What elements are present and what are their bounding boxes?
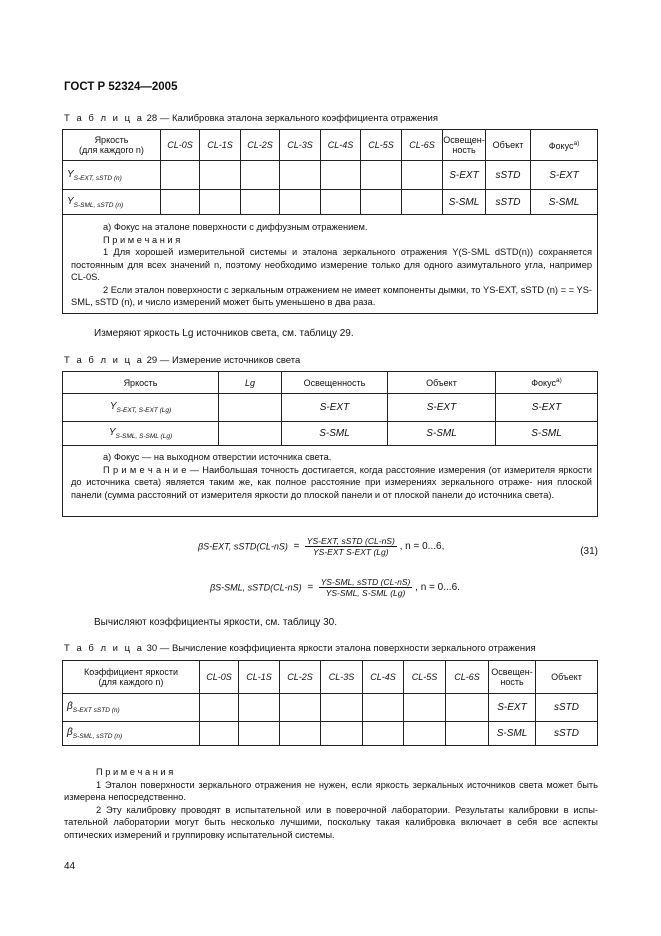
t29-cell: S-SML: [282, 422, 388, 446]
t30-row2-sub: S-SML, sSTD (n): [72, 732, 123, 740]
caption-text: 30 — Вычисление коэффициента яркости эталона поверхности зеркального отражения: [143, 643, 536, 654]
t28-head-focus: [531, 130, 598, 161]
t29-note-a: а) Фокус — на выходном отверстии источника света.: [103, 452, 332, 462]
t29-cell: S-EXT: [282, 394, 388, 422]
formula-31-fraction: [305, 536, 397, 557]
t28-head-illum-1: Освещен-: [443, 135, 485, 145]
caption-text: 28 — Калибровка эталона зеркального коэффициента отражения: [143, 113, 438, 124]
t28-focus-sup: а): [573, 139, 580, 147]
t28-head-object: Объект: [486, 130, 531, 161]
caption-text: 29 — Измерение источников света: [143, 355, 301, 366]
t28-row2-y: Y: [67, 195, 74, 207]
formula-31-number: (31): [580, 546, 598, 557]
bottom-notes: [64, 766, 598, 841]
t29-cell: S-EXT: [496, 394, 598, 422]
t28-note-1: 1 Для хорошей измерительной системы и эталона зеркального отражения Y(S-SML dSTD(n)) сохраняется постоянным для всех значений n, поэтому необходимо измерение только для одного азимутального угла, например CL-0S.: [71, 247, 592, 282]
t29-focus-sup: а): [556, 377, 562, 384]
t30-col: CL-1S: [239, 661, 280, 694]
t28-row2-sub: S-SML, sSTD (n): [73, 201, 124, 209]
t28-notes: [63, 215, 598, 314]
t30-row2-object: sSTD: [536, 722, 598, 746]
t30-row1-label: [63, 694, 200, 722]
t29-head: Освещенность: [282, 372, 388, 394]
formula-2-lhs: βS-SML, sSTD(CL-nS): [210, 582, 302, 593]
table-29-caption: [64, 355, 300, 366]
t28-note-title: П р и м е ч а н и я: [103, 234, 181, 245]
t29-row2-sub: S-SML, S-SML (Lg): [115, 432, 173, 440]
t28-head-illum-2: ность: [452, 145, 476, 155]
t30-row2-beta: β: [67, 727, 73, 739]
t29-row1-sub: S-EXT, S-EXT (Lg): [116, 406, 172, 414]
t28-row1-y: Y: [67, 168, 74, 180]
t30-col: CL-2S: [280, 661, 321, 694]
t30-head-illum-1: Освещен-: [491, 667, 533, 677]
table-28-caption: [64, 113, 438, 124]
t28-col: CL-5S: [361, 130, 402, 161]
t29-focus-text: Фокус: [531, 378, 556, 388]
caption-prefix: Т а б л и ц а: [64, 643, 144, 654]
table-29: [62, 371, 598, 517]
t30-head-2: (для каждого n): [98, 677, 164, 687]
t29-head-focus: [496, 372, 598, 394]
t28-col: CL-3S: [280, 130, 321, 161]
t28-col: CL-4S: [321, 130, 361, 161]
bottom-note-1: 1 Эталон поверхности зеркального отражения не нужен, если яркость зеркальных источников света может быть измерена непосредственно.: [64, 779, 598, 802]
t29-note-1: П р и м е ч а н и е — Наибольшая точность достигается, когда расстояние измерения (от измерителя яркости до источника света) является таким же, как полное расстояние при измерениях зеркального отраже- ния плоской панели (сумма расстояний от измерителя яркости до плоской панели и от плоской панели до источника света).: [71, 464, 592, 500]
t28-head-brightness-2: (для каждого n): [79, 145, 144, 155]
bottom-note-2: 2 Эту калибровку проводят в испытательной или в поверочной лаборатории. Результаты калибровки в испы- тательной лаборатории могут быть несколько лучшими, поскольку такая калибровка включает в себя все аспекты оптических измерений и группировку испытательной системы.: [64, 804, 598, 840]
formula-2-denominator: YS-SML, S-SML (Lg): [325, 588, 406, 598]
t30-row1-beta: β: [67, 701, 73, 713]
t29-row2-y: Y: [108, 427, 116, 439]
t28-note-a: а) Фокус на эталоне поверхности с диффузным отражением.: [103, 222, 368, 232]
t29-head: Lg: [219, 372, 282, 394]
t28-focus-text: Фокус: [548, 140, 574, 151]
formula-31-denominator: YS-EXT S-EXT (Lg): [313, 547, 389, 557]
t30-head-1: Коэффициент яркости: [83, 667, 179, 677]
t30-row2-illum: S-SML: [489, 722, 536, 746]
page-number: 44: [64, 861, 76, 872]
caption-prefix: Т а б л и ц а: [64, 355, 144, 366]
formula-2-tail: , n = 0...6.: [415, 582, 460, 593]
t28-row1-focus: S-EXT: [531, 161, 598, 190]
t28-head-brightness: [63, 130, 161, 161]
t29-cell: S-EXT: [388, 394, 496, 422]
t28-note-2: 2 Если эталон поверхности с зеркальным отражением не имеет компоненты дымки, то YS-EXT, sSTD (n) = = YS-SML, sSTD (n), и число измерений может быть уменьшено в два раза.: [71, 284, 592, 307]
t29-row1-label: [63, 394, 219, 422]
t30-col: CL-3S: [321, 661, 363, 694]
t30-head-illum-2: ность: [500, 677, 524, 687]
t28-head-illum: [443, 130, 486, 161]
t30-col: CL-5S: [404, 661, 446, 694]
formula-2-numerator: YS-SML, sSTD (CL-nS): [320, 577, 411, 587]
formula-31: βS-EXT, sSTD(CL-nS) = $\frac{\text{YS-EXT, sSTD (CL-nS)}}{\text{YS-EXT S-EXT (Lg)}}$ , n = 0...6, (31): [198, 536, 598, 557]
t30-head: [63, 661, 200, 694]
table-28: [62, 129, 598, 314]
formula-2: βS-SML, sSTD(CL-nS) = $\frac{\text{YS-SML, sSTD (CL-nS)}}{\text{YS-SML, S-SML (Lg)}}$ , n = 0...6.: [210, 577, 460, 598]
t28-row1-sub: S-EXT, sSTD (n): [73, 174, 122, 182]
t30-col: CL-4S: [363, 661, 404, 694]
t30-head-object: Объект: [536, 661, 598, 694]
t30-row1-object: sSTD: [536, 694, 598, 722]
t30-col: CL-6S: [446, 661, 489, 694]
t29-cell: S-SML: [388, 422, 496, 446]
t29-cell: S-SML: [496, 422, 598, 446]
t30-col: CL-0S: [200, 661, 239, 694]
formula-31-numerator: YS-EXT, sSTD (CL-nS): [306, 536, 395, 546]
formula-2-fraction: [319, 577, 413, 598]
t29-head: Яркость: [63, 372, 219, 394]
t28-col: CL-1S: [200, 130, 241, 161]
formula-31-tail: , n = 0...6,: [399, 541, 445, 552]
bottom-notes-title: П р и м е ч а н и я: [96, 767, 174, 777]
t29-notes: [63, 446, 598, 517]
t28-row2-focus: S-SML: [531, 190, 598, 215]
t28-row2-object: sSTD: [486, 190, 531, 215]
formula-31-lhs: βS-EXT, sSTD(CL-nS): [198, 541, 288, 552]
table-30-caption: [64, 643, 536, 654]
t28-row1-label: [63, 161, 161, 190]
t28-row1-illum: S-EXT: [443, 161, 486, 190]
t29-row2-label: [63, 422, 219, 446]
t30-head-illum: [489, 661, 536, 694]
paragraph-compute: Вычисляют коэффициенты яркости, см. таблицу 30.: [94, 617, 337, 628]
t29-row1-y: Y: [109, 401, 117, 413]
t30-row2-label: [63, 722, 200, 746]
t28-col: CL-2S: [241, 130, 280, 161]
t29-head: Объект: [388, 372, 496, 394]
t28-col: CL-6S: [402, 130, 443, 161]
t30-row1-illum: S-EXT: [489, 694, 536, 722]
paragraph-measure: Измеряют яркость Lg источников света, см. таблицу 29.: [94, 328, 354, 339]
page-header: ГОСТ Р 52324—2005: [64, 81, 178, 93]
t30-row1-sub: S-EXT sSTD (n): [72, 706, 120, 714]
t28-head-brightness-1: Яркость: [94, 135, 129, 145]
t28-row2-label: [63, 190, 161, 215]
t28-row2-illum: S-SML: [443, 190, 486, 215]
table-30: [62, 660, 598, 746]
t28-row1-object: sSTD: [486, 161, 531, 190]
t28-col: CL-0S: [161, 130, 200, 161]
caption-prefix: Т а б л и ц а: [64, 113, 144, 124]
